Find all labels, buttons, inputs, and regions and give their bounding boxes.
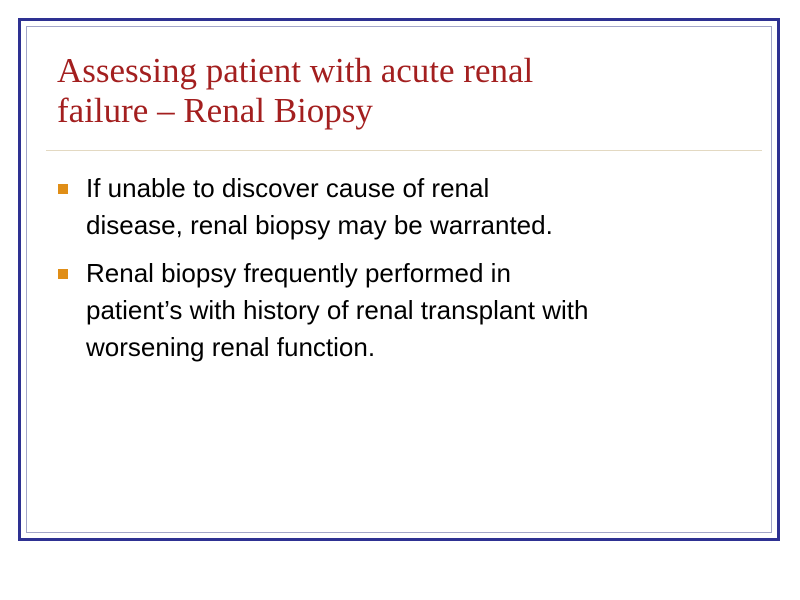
square-bullet-icon bbox=[58, 269, 68, 279]
bullet-text-line: Renal biopsy frequently performed in bbox=[86, 258, 511, 288]
bullet-text-line: worsening renal function. bbox=[86, 332, 376, 362]
slide-title bbox=[57, 51, 757, 131]
bullet-text-line: If unable to discover cause of renal bbox=[86, 173, 490, 203]
slide-title-line: failure – Renal Biopsy bbox=[57, 91, 373, 130]
square-bullet-icon bbox=[58, 184, 68, 194]
title-divider bbox=[46, 150, 762, 151]
bullet-text-line: disease, renal biopsy may be warranted. bbox=[86, 210, 553, 240]
bullet-text-line: patient’s with history of renal transplant with bbox=[86, 295, 589, 325]
bullet-list bbox=[56, 170, 766, 377]
bullet-item bbox=[56, 255, 766, 366]
slide-title-line: Assessing patient with acute renal bbox=[57, 51, 534, 90]
bullet-item bbox=[56, 170, 766, 244]
